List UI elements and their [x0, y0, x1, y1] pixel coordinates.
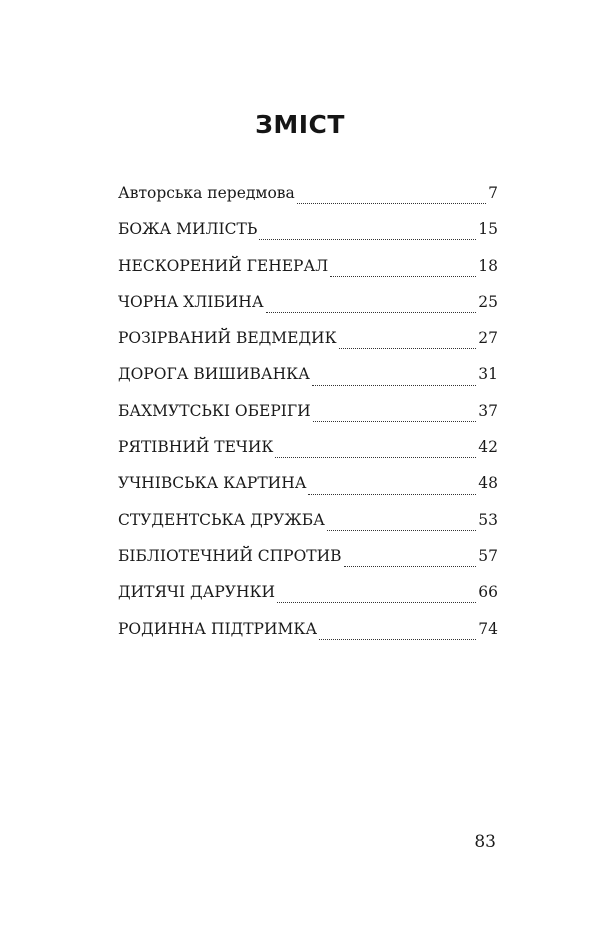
dot-leader — [319, 633, 476, 643]
dot-leader — [297, 197, 486, 207]
dot-leader — [313, 415, 477, 425]
toc-entry-title: БІБЛІОТЕЧНИЙ СПРОТИВ — [118, 546, 342, 565]
dot-leader — [330, 270, 476, 280]
dot-leader — [277, 596, 476, 606]
toc-entry-title: УЧНІВСЬКА КАРТИНА — [118, 474, 307, 493]
toc-entry-page: 57 — [478, 546, 498, 565]
toc-entry-page: 25 — [478, 292, 498, 311]
page-title: ЗМІСТ — [255, 109, 345, 139]
dot-leader — [266, 306, 477, 316]
dot-leader — [339, 342, 477, 352]
toc-entry[interactable] — [118, 397, 498, 433]
toc-entry-page: 37 — [478, 401, 498, 420]
toc-entry-title: РОДИННА ПІДТРИМКА — [118, 619, 318, 638]
toc-entry-title: НЕСКОРЕНИЙ ГЕНЕРАЛ — [118, 256, 329, 275]
toc-entry[interactable] — [118, 615, 498, 651]
dot-leader — [327, 524, 476, 534]
toc-entry[interactable] — [118, 433, 498, 469]
toc-entry[interactable] — [118, 215, 498, 251]
toc-entry-page: 31 — [478, 365, 498, 384]
toc-entry-title: РОЗІРВАНИЙ ВЕДМЕДИК — [118, 329, 337, 348]
dot-leader — [312, 379, 476, 389]
dot-leader — [308, 488, 476, 498]
toc-entry-page: 66 — [478, 583, 498, 602]
toc-entry[interactable] — [118, 360, 498, 396]
toc-entry-title: РЯТІВНИЙ ТЕЧИК — [118, 438, 274, 457]
toc-entry[interactable] — [118, 324, 498, 360]
toc-entry-title: БОЖА МИЛІСТЬ — [118, 220, 258, 239]
dot-leader — [259, 233, 476, 243]
toc-entry-title: БАХМУТСЬКІ ОБЕРІГИ — [118, 401, 311, 420]
toc-entry-title: ДИТЯЧІ ДАРУНКИ — [118, 583, 276, 602]
page-number: 83 — [474, 832, 496, 852]
toc-entry[interactable] — [118, 469, 498, 505]
toc-entry[interactable] — [118, 179, 498, 215]
dot-leader — [275, 451, 476, 461]
toc-entry-page: 53 — [478, 510, 498, 529]
toc-entry-title: СТУДЕНТСЬКА ДРУЖБА — [118, 510, 325, 529]
toc-entry-title: Авторська передмова — [118, 184, 295, 202]
toc-entry[interactable] — [118, 252, 498, 288]
toc-entry[interactable] — [118, 288, 498, 324]
toc-entry[interactable] — [118, 542, 498, 578]
toc-entry-page: 74 — [478, 619, 498, 638]
toc-entry-title: ЧОРНА ХЛІБИНА — [118, 292, 264, 311]
toc-entry-page: 15 — [478, 220, 498, 239]
toc-entry-page: 18 — [478, 256, 498, 275]
dot-leader — [344, 560, 477, 570]
toc-entry-title: ДОРОГА ВИШИВАНКА — [118, 365, 310, 384]
table-of-contents — [118, 179, 498, 651]
toc-entry[interactable] — [118, 506, 498, 542]
toc-entry[interactable] — [118, 578, 498, 614]
toc-entry-page: 48 — [478, 474, 498, 493]
toc-entry-page: 7 — [488, 184, 498, 202]
toc-entry-page: 27 — [478, 329, 498, 348]
toc-entry-page: 42 — [478, 438, 498, 457]
